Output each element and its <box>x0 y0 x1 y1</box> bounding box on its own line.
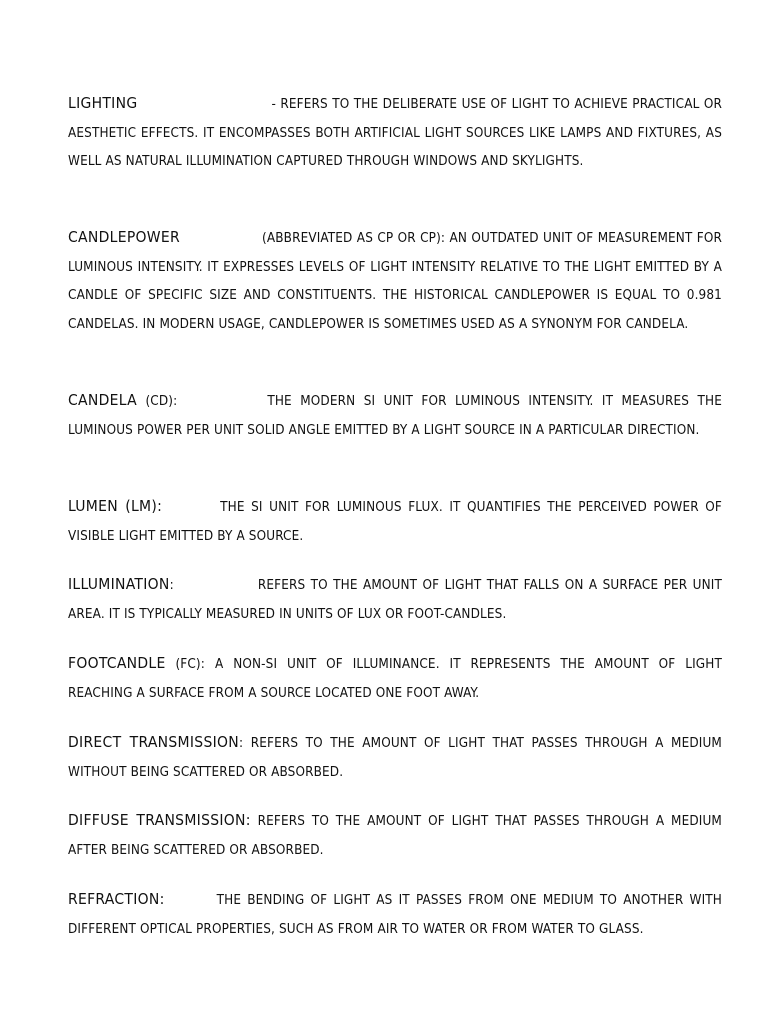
term-illumination: ILLUMINATION <box>68 575 170 593</box>
term-candela: CANDELA <box>68 391 138 409</box>
term-refraction: REFRACTION: <box>68 890 165 908</box>
definition-illumination: REFERS TO THE AMOUNT OF LIGHT THAT FALLS ON A SURFACE PER UNIT AREA. IT IS TYPICALLY MEASURED IN UNITS OF LUX OR FOOT-CANDLES. <box>68 578 722 622</box>
glossary-entry-lighting <box>68 89 722 177</box>
glossary-entry-candela <box>68 386 722 445</box>
definition-diffuse-transmission: REFERS TO THE AMOUNT OF LIGHT THAT PASSES THROUGH A MEDIUM AFTER BEING SCATTERED OR ABSORBED. <box>68 814 722 858</box>
term-lighting: LIGHTING <box>68 94 138 112</box>
glossary-entry-lumen <box>68 492 722 551</box>
definition-refraction: THE BENDING OF LIGHT AS IT PASSES FROM ONE MEDIUM TO ANOTHER WITH DIFFERENT OPTICAL PROPERTIES, SUCH AS FROM AIR TO WATER OR FROM WATER TO GLASS. <box>68 893 722 937</box>
glossary-entry-candlepower <box>68 223 722 339</box>
term-footcandle-abbrev: (FC): <box>175 657 205 672</box>
definition-candlepower: (ABBREVIATED AS CP OR CP): AN OUTDATED UNIT OF MEASUREMENT FOR LUMINOUS INTENSITY. IT EXPRESSES LEVELS OF LIGHT INTENSITY RELATIVE TO THE LIGHT EMITTED BY A CANDLE OF SPECIFIC SIZE AND CONSTITUENTS. THE HISTORICAL CANDLEPOWER IS EQUAL TO 0.981 CANDELAS. IN MODERN USAGE, CANDLEPOWER IS SOMETIMES USED AS A SYNONYM FOR CANDELA. <box>68 231 722 332</box>
glossary-entry-illumination <box>68 570 722 629</box>
term-candlepower: CANDLEPOWER <box>68 228 180 246</box>
term-direct-transmission-colon: : <box>239 736 244 751</box>
definition-candela: THE MODERN SI UNIT FOR LUMINOUS INTENSITY. IT MEASURES THE LUMINOUS POWER PER UNIT SOLID ANGLE EMITTED BY A LIGHT SOURCE IN A PARTICULAR DIRECTION. <box>68 394 722 438</box>
term-diffuse-transmission: DIFFUSE TRANSMISSION: <box>68 811 251 829</box>
glossary-entry-refraction <box>68 885 722 944</box>
term-candela-abbrev: (CD): <box>145 394 178 409</box>
definition-lumen: THE SI UNIT FOR LUMINOUS FLUX. IT QUANTIFIES THE PERCEIVED POWER OF VISIBLE LIGHT EMITTED BY A SOURCE. <box>68 500 722 544</box>
glossary-entry-direct-transmission <box>68 728 722 787</box>
definition-lighting: - REFERS TO THE DELIBERATE USE OF LIGHT TO ACHIEVE PRACTICAL OR AESTHETIC EFFECTS. IT ENCOMPASSES BOTH ARTIFICIAL LIGHT SOURCES LIKE LAMPS AND FIXTURES, AS WELL AS NATURAL ILLUMINATION CAPTURED THROUGH WINDOWS AND SKYLIGHTS. <box>68 97 722 169</box>
glossary-entry-footcandle <box>68 649 722 708</box>
term-lumen: LUMEN (LM): <box>68 497 163 515</box>
definition-footcandle: A NON-SI UNIT OF ILLUMINANCE. IT REPRESENTS THE AMOUNT OF LIGHT REACHING A SURFACE FROM A SOURCE LOCATED ONE FOOT AWAY. <box>68 657 722 701</box>
term-illumination-colon: : <box>169 578 174 593</box>
glossary-entry-diffuse-transmission <box>68 806 722 865</box>
definition-direct-transmission: REFERS TO THE AMOUNT OF LIGHT THAT PASSES THROUGH A MEDIUM WITHOUT BEING SCATTERED OR ABSORBED. <box>68 736 722 780</box>
term-direct-transmission: DIRECT TRANSMISSION <box>68 733 240 751</box>
term-footcandle: FOOTCANDLE <box>68 654 166 672</box>
